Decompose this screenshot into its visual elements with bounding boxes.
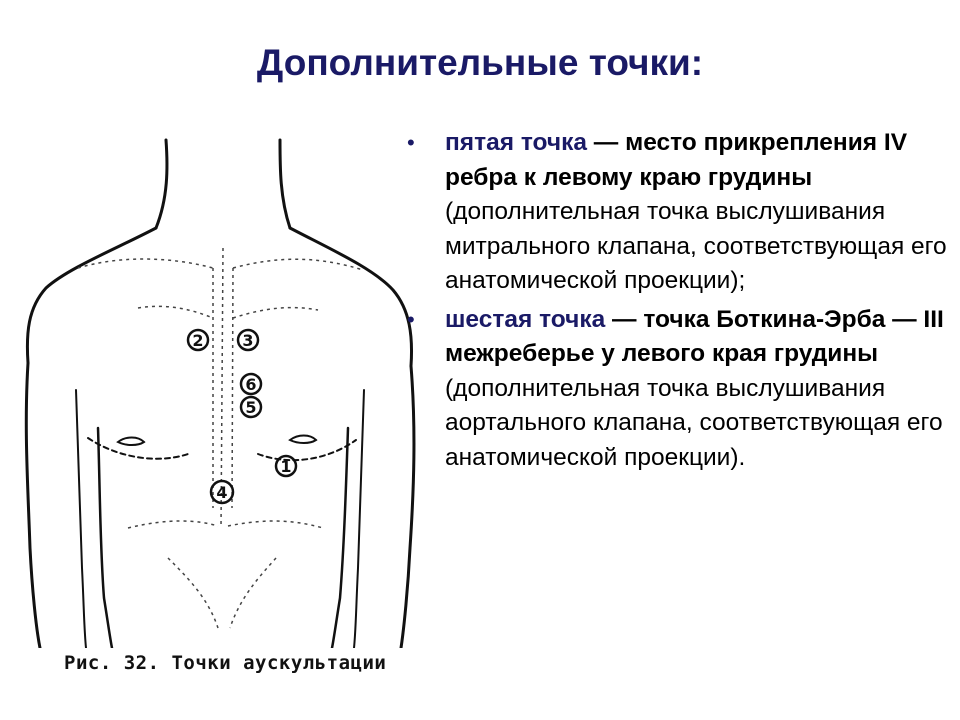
bullet-icon: • xyxy=(407,306,415,332)
point-marker-6 xyxy=(241,374,261,394)
point-label-3: 3 xyxy=(242,331,254,350)
point-marker-4 xyxy=(211,481,233,503)
point-marker-1 xyxy=(276,456,296,476)
slide-title: Дополнительные точки: xyxy=(256,42,704,83)
neck-right-outline xyxy=(280,140,290,228)
bullet-note: (дополнительная точка выслушивания аортального клапана, соответствующая его анатомической проекции). xyxy=(445,374,943,471)
torso-illustration xyxy=(18,128,418,648)
point-label-2: 2 xyxy=(192,331,204,350)
point-label-5: 5 xyxy=(245,398,257,417)
bullet-icon: • xyxy=(407,130,415,155)
point-marker-5 xyxy=(241,397,261,417)
bullet-list xyxy=(405,126,955,475)
bullet-definition: — место прикрепления IV ребра к левому краю грудины xyxy=(445,129,908,191)
point-marker-2 xyxy=(188,330,208,350)
bullet-note: (дополнительная точка выслушивания митрального клапана, соответствующая его анатомической проекции); xyxy=(445,198,947,294)
shoulder-left-outline xyxy=(27,228,156,363)
bullet-definition: — точка Боткина-Эрба — III межреберье у левого края грудины xyxy=(445,305,944,367)
neck-left-outline xyxy=(156,140,167,228)
point-label-4: 4 xyxy=(216,483,228,502)
figure-caption: Рис. 32. Точки аускультации xyxy=(64,652,387,674)
bullet-term: шестая точка xyxy=(445,305,606,333)
bullet-item-fifth-point xyxy=(405,126,955,299)
point-label-1: 1 xyxy=(280,457,292,476)
shoulder-right-outline xyxy=(290,228,412,366)
point-label-6: 6 xyxy=(245,375,257,394)
bullet-term: пятая точка xyxy=(445,129,587,156)
bullet-item-sixth-point xyxy=(405,303,955,476)
point-marker-3 xyxy=(238,330,258,350)
